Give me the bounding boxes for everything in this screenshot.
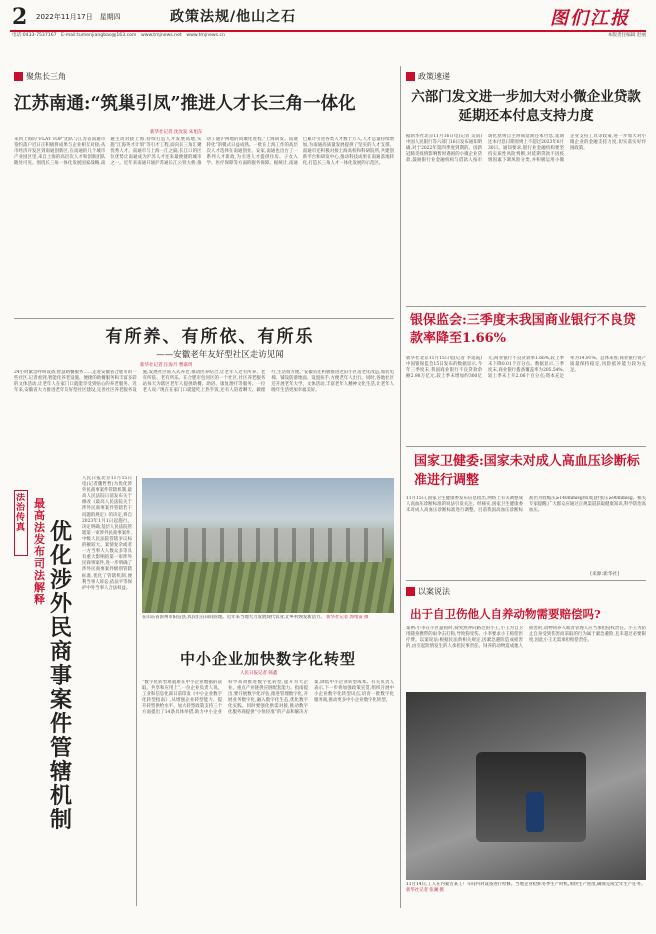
right-divider-2 (406, 446, 646, 447)
column-divider (400, 66, 401, 908)
middle-article-body: 24小时紧急呼叫设备,智慧助餐服务……走进安徽省合肥市的一些社区,记者看到,智能化养老设施、便捷的助餐服务和丰富多彩的文体活动,让老年人在家门口就能享受到贴心的养老服务。近年来,安徽省大力推进老年友好型社区建设,完善社区养老服务设施,发展社区嵌入式养老,推动医养结合,让老年人老有所养、老有所依、老有所乐。在合肥市包河区的一个社区,社区养老服务站每天为辖区老年人提供助餐、助浴、康复理疗等服务。一位老人说:“现在在家门口就能吃上热乎饭,还有人陪着聊天、做理疗,生活很方便。”安徽省还积极推进老旧小区适老化改造,加装电梯、铺设防滑地面、设置扶手,方便老年人出行。同时,各地社区还开展老年大学、文体活动,丰富老年人精神文化生活,让老年人晚年生活更加幸福美好。 (14, 370, 394, 394)
bottom-headline: 中小企业加快数字化转型 (179, 650, 356, 668)
editor-line: 本版责任编辑 赵丽 (607, 33, 646, 38)
right-article-3: 11月15日,国家卫生健康委发布信息指出,网络上有关调整成人高血压诊断标准的说法引发关注。经核实,国家卫生健康委未对成人高血压诊断标准进行调整。目前我国高血压诊断标准仍为收缩压≥140mmHg和(或)舒张压≥90mmHg。相关专家提醒,广大群众应通过正规渠道获取健康知识,科学防治高血压。 (406, 496, 646, 514)
section-icon (14, 72, 23, 81)
left-divider (14, 318, 394, 319)
right-article-3-source: (来源:新华社) (590, 572, 620, 577)
law-article-body: 人民日报北京11月15日电(记者魏哲哲)为优化涉外民商事案件管辖机制,最高人民法院日前发布关于修改《最高人民法院关于涉外民商事案件管辖若干问题的规定》的决定,将自2023年1月1日起施行。决定明确,基层人民法院管辖第一审涉外民商事案件,中级人民法院管辖争议标的额较大、案情复杂或者一方当事人人数众多等具有重大影响的第一审涉外民商事案件,进一步明确了涉外民商事案件级别管辖标准,优化了管辖机制,便利当事人诉讼,依法平等保护中外当事人合法权益。 (82, 476, 132, 591)
right-divider-3 (406, 580, 646, 581)
right-divider-1 (406, 306, 646, 307)
law-subhead: 优化涉外民商事案件管辖机制 (50, 520, 73, 832)
right-article-2: 新华社北京11月15日电(记者 李延霞)中国银保监会15日发布的数据显示,今年三季度末,我国商业银行不良贷款余额2.98万亿元,较上季末增加约300亿元;商业银行不良贷款率1.66%,较上季末下降0.01个百分点。数据显示,三季度末,商业银行拨备覆盖率为205.54%,较上季末上升2.06个百分点;资本充足率为14.91%。总体来看,商业银行资产质量保持稳定,风险抵补能力较为充足。 (406, 356, 646, 380)
bottom-byline: 人民日报记者 韩鑫 (240, 671, 278, 676)
contact-info: 电话:0433-7537167 E-mail:tumenjiangbao@163.com www.tmjnews.net www.tmjnews.cn (12, 33, 225, 38)
factory-photo-caption: 11月14日,工人在内蒙古某工厂车间内对设备进行检修。当地企业抢抓冬季生产时机,加快生产进度,确保完成全年生产任务。 新华社记者 张澜 摄 (406, 882, 646, 893)
bottom-article-body: “数字化转型难就难在中小企业数据的获取、共享和应用上”,一位企业负责人说。工业和信息化部日前印发《中小企业数字化转型指南》,从增强企业转型能力、提升转型供给水平、加大转型政策支持三个方面提出了14条具体举措,助力中小企业科学高效推进数字化转型,提升为大企业、重点产业链供应链配套能力。指南提出,要开展数字化评估,推进管理数字化,开展业务数字化,融入数字化生态,优化数字化实践。同时要强化供需对接,推动数字化服务商提供“小快轻准”的产品和解决方案,降低中小企业转型成本。有关负责人表示,下一步将加强政策宣贯,组织开展中小企业数字化转型试点,培育一批数字化服务商,推动更多中小企业数字化转型。 (142, 680, 394, 716)
section-icon (406, 72, 415, 81)
left-headline: 江苏南通:“筑巢引凤”推进人才长三角一体化 (14, 94, 356, 114)
right-headline-1: 六部门发文进一步加大对小微企业贷款延期还本付息支持力度 (411, 89, 641, 124)
village-photo (142, 478, 394, 613)
issue-date: 2022年11月17日 星期四 (36, 13, 121, 21)
law-headline: 最高法发布司法解释 (34, 498, 45, 606)
newspaper-logo: 图们江报 (550, 8, 630, 29)
right-headline-4: 出于自卫伤他人自养动物需要赔偿吗? (410, 607, 601, 621)
section-icon (406, 587, 415, 596)
middle-byline: 新华社记者 汪海月 曹嘉玥 (140, 363, 193, 368)
page-number: 2 (12, 4, 28, 30)
section-tag-case: 以案说法 (406, 585, 526, 597)
factory-photo (406, 692, 646, 880)
right-headline-2: 银保监会:三季度末我国商业银行不良贷款率降至1.66% (410, 313, 636, 346)
worker-figure (526, 792, 544, 832)
right-article-1: 据新华社北京11月16日电(记者 吴雨)中国人民银行等六部门16日发布通知明确,对于2022年第四季度到期的、因新冠肺炎疫情影响暂时遇困的小微企业贷款,鼓励银行业金融机构与借款人按市场化原则自主协商延期还本付息,延期还本付息日期原则上不超过2023年6月30日。通知要求,银行业金融机构要坚持实质性风险判断,对延期贷款不因疫情因素下调风险分类,并积极运用小微企业支持工具等政策,进一步加大对小微企业的金融支持力度,切实落实好纾困政策。 (406, 134, 646, 164)
middle-subhead: ——安徽老年友好型社区走访见闻 (156, 350, 284, 360)
section-title: 政策法规/他山之石 (170, 9, 297, 25)
left-byline: 新华社记者 沈汝发 朱旭东 (150, 130, 203, 135)
law-tag: 法治传真 (14, 490, 28, 556)
village-houses (152, 528, 384, 562)
law-divider (136, 476, 137, 906)
middle-headline: 有所养、有所依、有所乐 (105, 327, 315, 347)
right-article-4: 案例:小李在小区遛狗时,狗突然冲向路过的小王,小王为自卫用随身携带的雨伞击打狗,导致狗受伤。小李要求小王赔偿医疗费。以案说法:根据民法典相关规定,因紧急避险造成损害的,由引起险情发生的人承担民事责任。饲养的动物造成他人损害的,动物饲养人或者管理人应当承担侵权责任。小王为防止自身受到伤害而采取的行为属于紧急避险,且未超过必要限度,因此小王无需承担赔偿责任。 (406, 626, 646, 650)
right-headline-3: 国家卫健委:国家未对成人高血压诊断标准进行调整 (414, 454, 640, 488)
left-article-body: 来到上海的“FLAY TOP”团队与江苏省南通市签约落户近日正积极将成果与企业相互对接;从市经济开发区到南通创新区,在南通的几个城市产业园区里,来自上海的高层次人才和创新团队随处可见。围绕长三角一体化发展国家战略,南通主动对接上海,持续打造人才发展高地,实施“江海英才计划”等引才工程,面向长三角汇聚优秀人才。南通市与上海一江之隔,长江口的区位优势让南通成为沪苏人才往来最便捷的城市之一。近年来南通开通沪苏通长江公铁大桥,推动了通沪两地的同城化进程,“上海研发、南通转化”的模式日益成熟。一批在上海工作的高层次人才选择在南通创业、安家,南通也出台了一系列人才新政,为引进人才提供住房、子女入学、医疗保障等方面的服务保障。据统计,南通已累计引进各类人才数十万人,人才总量持续增加,为南通高质量发展提供了坚实的人才支撑。南通市还积极对接上海高校和科研院所,共建创新平台和研发中心,推动科技成果在南通落地转化,打造长三角人才一体化发展的示范区。 (14, 137, 394, 167)
section-tag-focus: 聚焦长三角 (14, 70, 134, 82)
section-tag-policy: 政策速递 (406, 70, 526, 82)
photo-caption: 在山东省滨州市阳信县,农民们在田间管理。近年来当地大力发展现代农业,让乡村焕发新活力。 新华社记者 郭绪雷 摄 (142, 615, 369, 620)
field-rows (142, 558, 394, 613)
